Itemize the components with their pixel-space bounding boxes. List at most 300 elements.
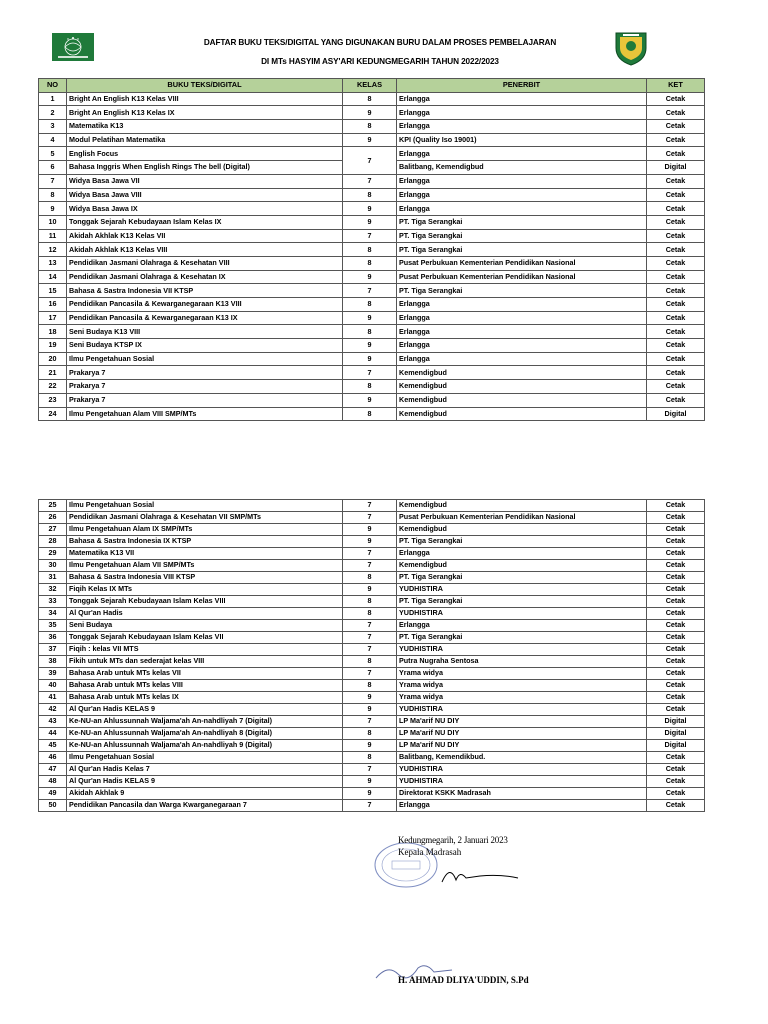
book-type: Cetak: [647, 229, 705, 243]
book-title: Pendidikan Jasmani Olahraga & Kesehatan VIII: [67, 256, 343, 270]
table-row: [39, 133, 705, 147]
class-level: 8: [343, 325, 397, 339]
publisher: YUDHISTIRA: [397, 584, 647, 596]
book-table-part1: [38, 78, 705, 421]
book-title: Fiqih : kelas VII MTS: [67, 644, 343, 656]
book-title: Bahasa Arab untuk MTs kelas VII: [67, 668, 343, 680]
row-number: 36: [39, 632, 67, 644]
table-row: [39, 644, 705, 656]
book-title: Pendidikan Pancasila & Kewarganegaraan K13 VIII: [67, 298, 343, 312]
book-title: Tonggak Sejarah Kebudayaan Islam Kelas VIII: [67, 596, 343, 608]
book-title: Ilmu Pengetahuan Sosial: [67, 500, 343, 512]
publisher: Erlangga: [397, 325, 647, 339]
book-type: Cetak: [647, 256, 705, 270]
signature-mark-icon: [440, 862, 520, 886]
book-type: Cetak: [647, 188, 705, 202]
class-level: 7: [343, 147, 397, 174]
row-number: 43: [39, 716, 67, 728]
col-penerbit-header: PENERBIT: [397, 79, 647, 93]
class-level: 7: [343, 174, 397, 188]
publisher: PT. Tiga Serangkai: [397, 243, 647, 257]
publisher: Erlangga: [397, 92, 647, 106]
book-type: Cetak: [647, 608, 705, 620]
book-type: Cetak: [647, 174, 705, 188]
table-row: [39, 243, 705, 257]
book-title: Ke-NU-an Ahlussunnah Waljama'ah An-nahdliyah 8 (Digital): [67, 728, 343, 740]
class-level: 8: [343, 298, 397, 312]
book-title: Ilmu Pengetahuan Alam VII SMP/MTs: [67, 560, 343, 572]
book-type: Cetak: [647, 380, 705, 394]
class-level: 9: [343, 339, 397, 353]
class-level: 8: [343, 680, 397, 692]
publisher: Kemendigbud: [397, 560, 647, 572]
signature-role: Kepala Madrasah: [398, 847, 462, 857]
row-number: 20: [39, 352, 67, 366]
book-title: Widya Basa Jawa VII: [67, 174, 343, 188]
publisher: YUDHISTIRA: [397, 764, 647, 776]
class-level: 7: [343, 366, 397, 380]
book-type: Cetak: [647, 788, 705, 800]
book-title: Seni Budaya: [67, 620, 343, 632]
book-title: Prakarya 7: [67, 380, 343, 394]
col-ket-header: KET: [647, 79, 705, 93]
row-number: 50: [39, 800, 67, 812]
class-level: 7: [343, 284, 397, 298]
table-row: [39, 632, 705, 644]
book-type: Cetak: [647, 548, 705, 560]
book-type: Cetak: [647, 536, 705, 548]
book-type: Cetak: [647, 339, 705, 353]
book-title: Pendidikan Jasmani Olahraga & Kesehatan VII SMP/MTs: [67, 512, 343, 524]
row-number: 10: [39, 215, 67, 229]
book-type: Cetak: [647, 692, 705, 704]
table-row: [39, 776, 705, 788]
table-row: [39, 284, 705, 298]
book-type: Cetak: [647, 270, 705, 284]
book-type: Cetak: [647, 298, 705, 312]
table-row: [39, 298, 705, 312]
publisher: PT. Tiga Serangkai: [397, 229, 647, 243]
publisher: PT. Tiga Serangkai: [397, 215, 647, 229]
row-number: 4: [39, 133, 67, 147]
book-type: Cetak: [647, 620, 705, 632]
row-number: 13: [39, 256, 67, 270]
row-number: 6: [39, 161, 67, 175]
row-number: 3: [39, 120, 67, 134]
table-row: [39, 407, 705, 421]
row-number: 27: [39, 524, 67, 536]
publisher: YUDHISTIRA: [397, 644, 647, 656]
class-level: 7: [343, 512, 397, 524]
row-number: 30: [39, 560, 67, 572]
row-number: 15: [39, 284, 67, 298]
class-level: 7: [343, 548, 397, 560]
row-number: 14: [39, 270, 67, 284]
book-type: Cetak: [647, 106, 705, 120]
publisher: PT. Tiga Serangkai: [397, 596, 647, 608]
class-level: 8: [343, 256, 397, 270]
table-row: [39, 656, 705, 668]
row-number: 29: [39, 548, 67, 560]
class-level: 7: [343, 229, 397, 243]
book-type: Cetak: [647, 284, 705, 298]
row-number: 12: [39, 243, 67, 257]
table-row: [39, 339, 705, 353]
book-title: Ilmu Pengetahuan Alam VIII SMP/MTs: [67, 407, 343, 421]
class-level: 9: [343, 524, 397, 536]
book-title: Ke-NU-an Ahlussunnah Waljama'ah An-nahdliyah 7 (Digital): [67, 716, 343, 728]
row-number: 45: [39, 740, 67, 752]
book-title: Bright An English K13 Kelas VIII: [67, 92, 343, 106]
row-number: 31: [39, 572, 67, 584]
book-title: Prakarya 7: [67, 393, 343, 407]
class-level: 7: [343, 620, 397, 632]
book-type: Cetak: [647, 644, 705, 656]
row-number: 19: [39, 339, 67, 353]
class-level: 9: [343, 215, 397, 229]
book-type: Cetak: [647, 352, 705, 366]
publisher: Erlangga: [397, 174, 647, 188]
book-type: Cetak: [647, 800, 705, 812]
publisher: Balitbang, Kemendikbud.: [397, 752, 647, 764]
class-level: 7: [343, 668, 397, 680]
table-row: [39, 229, 705, 243]
publisher: Erlangga: [397, 352, 647, 366]
publisher: PT. Tiga Serangkai: [397, 572, 647, 584]
signature-place-date: Kedungmegarih, 2 Januari 2023: [398, 835, 508, 845]
class-level: 9: [343, 311, 397, 325]
book-table-part2: [38, 499, 705, 812]
row-number: 40: [39, 680, 67, 692]
book-title: Tonggak Sejarah Kebudayaan Islam Kelas VII: [67, 632, 343, 644]
class-level: 9: [343, 106, 397, 120]
book-type: Cetak: [647, 680, 705, 692]
class-level: 9: [343, 270, 397, 284]
table-row: [39, 366, 705, 380]
table-row: [39, 608, 705, 620]
class-level: 8: [343, 656, 397, 668]
table-row: [39, 716, 705, 728]
publisher: Kemendigbud: [397, 500, 647, 512]
book-title: Bahasa Inggris When English Rings The bell (Digital): [67, 161, 343, 175]
book-type: Cetak: [647, 243, 705, 257]
book-title: Akidah Akhlak K13 Kelas VII: [67, 229, 343, 243]
book-type: Digital: [647, 740, 705, 752]
table-row: [39, 704, 705, 716]
book-title: Fiqih Kelas IX MTs: [67, 584, 343, 596]
table-row: [39, 202, 705, 216]
book-title: Al Qur'an Hadis: [67, 608, 343, 620]
table-row: [39, 560, 705, 572]
class-level: 9: [343, 393, 397, 407]
book-type: Cetak: [647, 752, 705, 764]
book-type: Cetak: [647, 524, 705, 536]
table-row: [39, 536, 705, 548]
publisher: Erlangga: [397, 298, 647, 312]
table-row: [39, 740, 705, 752]
table-row: [39, 120, 705, 134]
signatory-name: H. AHMAD DLIYA'UDDIN, S.Pd: [398, 975, 529, 985]
class-level: 9: [343, 352, 397, 366]
row-number: 38: [39, 656, 67, 668]
table-row: [39, 270, 705, 284]
row-number: 46: [39, 752, 67, 764]
book-type: Cetak: [647, 668, 705, 680]
publisher: KPI (Quality Iso 19001): [397, 133, 647, 147]
publisher: Pusat Perbukuan Kementerian Pendidikan Nasional: [397, 270, 647, 284]
publisher: Erlangga: [397, 339, 647, 353]
book-title: Ilmu Pengetahuan Alam IX SMP/MTs: [67, 524, 343, 536]
table-row: [39, 512, 705, 524]
row-number: 41: [39, 692, 67, 704]
class-level: 8: [343, 728, 397, 740]
row-number: 26: [39, 512, 67, 524]
row-number: 2: [39, 106, 67, 120]
table-row: [39, 311, 705, 325]
book-table-part1-body: [39, 92, 705, 421]
class-level: 7: [343, 632, 397, 644]
row-number: 28: [39, 536, 67, 548]
book-type: Cetak: [647, 311, 705, 325]
book-type: Cetak: [647, 764, 705, 776]
class-level: 8: [343, 188, 397, 202]
book-type: Cetak: [647, 120, 705, 134]
document-title: DAFTAR BUKU TEKS/DIGITAL YANG DIGUNAKAN BURU DALAM PROSES PEMBELAJARAN: [203, 38, 557, 47]
publisher: Pusat Perbukuan Kementerian Pendidikan Nasional: [397, 512, 647, 524]
book-type: Digital: [647, 407, 705, 421]
row-number: 7: [39, 174, 67, 188]
book-title: Bahasa Arab untuk MTs kelas VIII: [67, 680, 343, 692]
class-level: 7: [343, 500, 397, 512]
book-type: Cetak: [647, 596, 705, 608]
class-level: 8: [343, 608, 397, 620]
table-row: [39, 106, 705, 120]
book-table-part2-body: [39, 500, 705, 812]
table-row: [39, 92, 705, 106]
row-number: 18: [39, 325, 67, 339]
book-title: Fikih untuk MTs dan sederajat kelas VIII: [67, 656, 343, 668]
book-title: Matematika K13: [67, 120, 343, 134]
class-level: 8: [343, 572, 397, 584]
row-number: 47: [39, 764, 67, 776]
publisher: Erlangga: [397, 120, 647, 134]
publisher: YUDHISTIRA: [397, 704, 647, 716]
row-number: 33: [39, 596, 67, 608]
book-title: Tonggak Sejarah Kebudayaan Islam Kelas IX: [67, 215, 343, 229]
class-level: 9: [343, 584, 397, 596]
row-number: 23: [39, 393, 67, 407]
table-row: [39, 548, 705, 560]
publisher: Erlangga: [397, 800, 647, 812]
row-number: 37: [39, 644, 67, 656]
publisher: Kemendigbud: [397, 407, 647, 421]
book-type: Cetak: [647, 632, 705, 644]
publisher: Kemendigbud: [397, 524, 647, 536]
publisher: PT. Tiga Serangkai: [397, 632, 647, 644]
book-title: Bahasa & Sastra Indonesia VIII KTSP: [67, 572, 343, 584]
document-subtitle: DI MTs HASYIM ASY'ARI KEDUNGMEGARIH TAHUN 2022/2023: [261, 57, 499, 66]
table-row: [39, 788, 705, 800]
book-type: Cetak: [647, 366, 705, 380]
table-row: [39, 692, 705, 704]
class-level: 7: [343, 764, 397, 776]
book-title: Pendidikan Pancasila & Kewarganegaraan K13 IX: [67, 311, 343, 325]
class-level: 7: [343, 800, 397, 812]
book-type: Digital: [647, 728, 705, 740]
row-number: 21: [39, 366, 67, 380]
table-row: [39, 352, 705, 366]
publisher: Erlangga: [397, 106, 647, 120]
row-number: 9: [39, 202, 67, 216]
book-type: Cetak: [647, 704, 705, 716]
book-title: Seni Budaya KTSP IX: [67, 339, 343, 353]
book-title: Pendidikan Pancasila dan Warga Kwarganegaraan 7: [67, 800, 343, 812]
book-title: Pendidikan Jasmani Olahraga & Kesehatan IX: [67, 270, 343, 284]
class-level: 9: [343, 133, 397, 147]
publisher: Erlangga: [397, 202, 647, 216]
row-number: 35: [39, 620, 67, 632]
book-type: Cetak: [647, 393, 705, 407]
row-number: 16: [39, 298, 67, 312]
publisher: LP Ma'arif NU DIY: [397, 728, 647, 740]
class-level: 7: [343, 560, 397, 572]
publisher: Direktorat KSKK Madrasah: [397, 788, 647, 800]
book-title: Al Qur'an Hadis KELAS 9: [67, 776, 343, 788]
table-row: [39, 680, 705, 692]
table-row: [39, 188, 705, 202]
publisher: LP Ma'arif NU DIY: [397, 716, 647, 728]
book-type: Cetak: [647, 500, 705, 512]
class-level: 9: [343, 202, 397, 216]
class-level: 8: [343, 380, 397, 394]
class-level: 8: [343, 407, 397, 421]
row-number: 24: [39, 407, 67, 421]
book-title: Bahasa Arab untuk MTs kelas IX: [67, 692, 343, 704]
nu-logo-icon: [52, 33, 94, 61]
book-type: Cetak: [647, 560, 705, 572]
book-title: Al Qur'an Hadis Kelas 7: [67, 764, 343, 776]
publisher: LP Ma'arif NU DIY: [397, 740, 647, 752]
row-number: 32: [39, 584, 67, 596]
class-level: 8: [343, 243, 397, 257]
class-level: 8: [343, 120, 397, 134]
book-type: Cetak: [647, 147, 705, 161]
class-level: 7: [343, 644, 397, 656]
row-number: 5: [39, 147, 67, 161]
book-title: Al Qur'an Hadis KELAS 9: [67, 704, 343, 716]
table-row: [39, 325, 705, 339]
publisher: PT. Tiga Serangkai: [397, 284, 647, 298]
table-row: [39, 393, 705, 407]
table-row: [39, 215, 705, 229]
table-row: [39, 500, 705, 512]
book-title: Widya Basa Jawa VIII: [67, 188, 343, 202]
table-row: [39, 596, 705, 608]
book-title: Modul Pelatihan Matematika: [67, 133, 343, 147]
publisher: Erlangga: [397, 147, 647, 161]
col-kelas-header: KELAS: [343, 79, 397, 93]
class-level: 9: [343, 536, 397, 548]
table-row: [39, 147, 705, 161]
table-row: [39, 256, 705, 270]
book-title: Bright An English K13 Kelas IX: [67, 106, 343, 120]
book-title: Ilmu Pengetahuan Sosial: [67, 352, 343, 366]
col-book-header: BUKU TEKS/DIGITAL: [67, 79, 343, 93]
book-title: Widya Basa Jawa IX: [67, 202, 343, 216]
table-row: [39, 572, 705, 584]
book-title: Matematika K13 VII: [67, 548, 343, 560]
row-number: 8: [39, 188, 67, 202]
publisher: Yrama widya: [397, 680, 647, 692]
publisher: Kemendigbud: [397, 366, 647, 380]
publisher: Balitbang, Kemendigbud: [397, 161, 647, 175]
table-row: [39, 620, 705, 632]
book-title: Akidah Akhlak K13 Kelas VIII: [67, 243, 343, 257]
class-level: 8: [343, 92, 397, 106]
book-type: Cetak: [647, 325, 705, 339]
publisher: Erlangga: [397, 311, 647, 325]
publisher: YUDHISTIRA: [397, 776, 647, 788]
book-type: Digital: [647, 161, 705, 175]
book-title: Akidah Akhlak 9: [67, 788, 343, 800]
row-number: 42: [39, 704, 67, 716]
class-level: 8: [343, 752, 397, 764]
book-type: Cetak: [647, 572, 705, 584]
row-number: 11: [39, 229, 67, 243]
table-row: [39, 584, 705, 596]
book-type: Cetak: [647, 133, 705, 147]
publisher: Erlangga: [397, 620, 647, 632]
table-row: [39, 752, 705, 764]
book-title: Ilmu Pengetahuan Sosial: [67, 752, 343, 764]
class-level: 9: [343, 692, 397, 704]
table-row: [39, 800, 705, 812]
book-title: Prakarya 7: [67, 366, 343, 380]
class-level: 8: [343, 596, 397, 608]
publisher: Erlangga: [397, 548, 647, 560]
class-level: 9: [343, 788, 397, 800]
table-row: [39, 380, 705, 394]
table-row: [39, 764, 705, 776]
row-number: 17: [39, 311, 67, 325]
book-type: Cetak: [647, 92, 705, 106]
book-type: Cetak: [647, 202, 705, 216]
table-row: [39, 668, 705, 680]
book-type: Cetak: [647, 215, 705, 229]
publisher: Yrama widya: [397, 668, 647, 680]
publisher: Kemendigbud: [397, 393, 647, 407]
row-number: 39: [39, 668, 67, 680]
row-number: 49: [39, 788, 67, 800]
book-title: Ke-NU-an Ahlussunnah Waljama'ah An-nahdliyah 9 (Digital): [67, 740, 343, 752]
book-type: Cetak: [647, 512, 705, 524]
class-level: 7: [343, 716, 397, 728]
publisher: Putra Nugraha Sentosa: [397, 656, 647, 668]
class-level: 9: [343, 704, 397, 716]
row-number: 48: [39, 776, 67, 788]
row-number: 44: [39, 728, 67, 740]
table-header-row: [39, 79, 705, 93]
table-row: [39, 728, 705, 740]
row-number: 25: [39, 500, 67, 512]
publisher: YUDHISTIRA: [397, 608, 647, 620]
publisher: PT. Tiga Serangkai: [397, 536, 647, 548]
col-no-header: NO: [39, 79, 67, 93]
book-title: Bahasa & Sastra Indonesia IX KTSP: [67, 536, 343, 548]
book-title: Seni Budaya K13 VIII: [67, 325, 343, 339]
row-number: 34: [39, 608, 67, 620]
book-title: English Focus: [67, 147, 343, 161]
